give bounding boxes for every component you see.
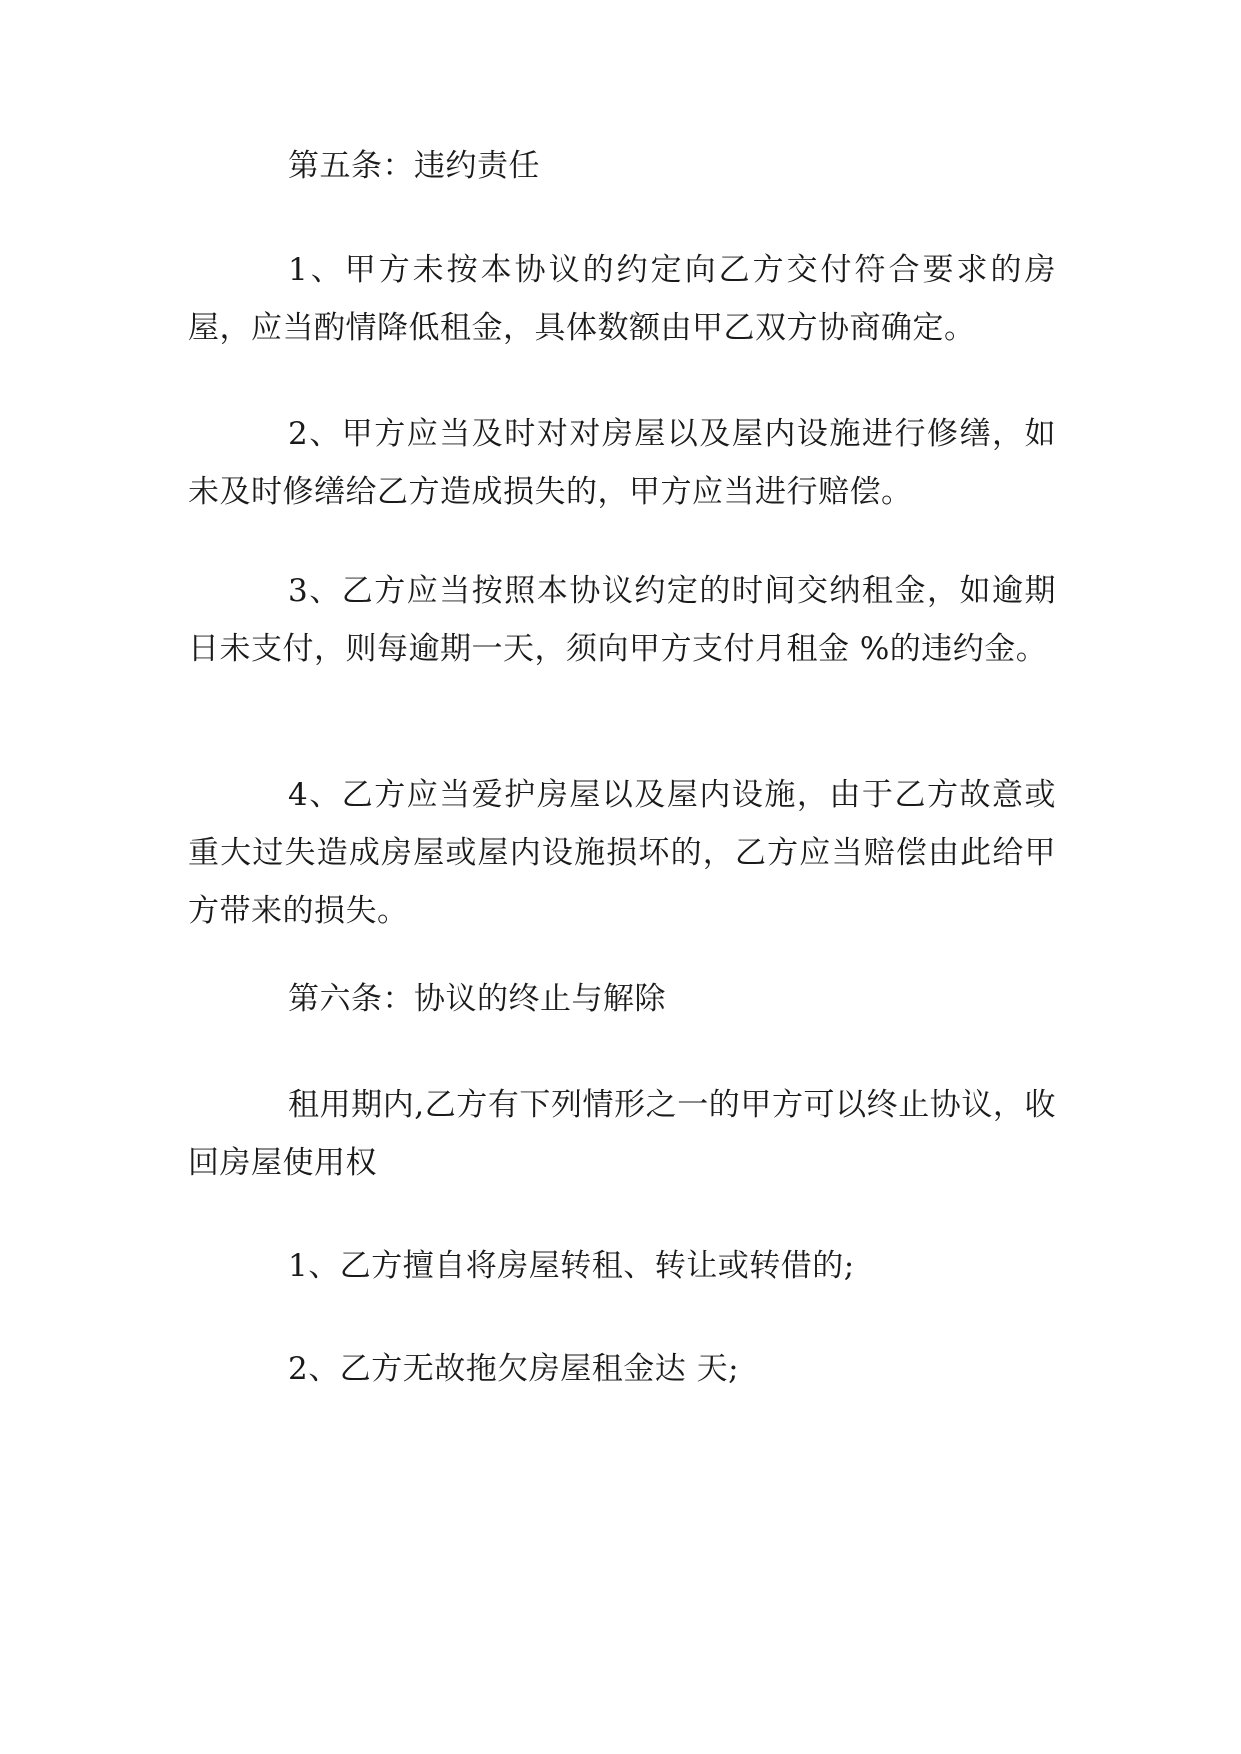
article-6-item-1: 1、乙方擅自将房屋转租、转让或转借的; [288, 1248, 855, 1284]
article-5-item-3: 3、乙方应当按照本协议约定的时间交纳租金，如逾期 日未支付，则每逾期一天，须向甲方支付月租金 %的违约金。 [188, 573, 1056, 667]
article-5-item-4: 4、乙方应当爱护房屋以及屋内设施，由于乙方故意或重大过失造成房屋或屋内设施损坏的，乙方应当赔偿由此给甲方带来的损失。 [188, 777, 1056, 929]
article-5-item-2: 2、甲方应当及时对对房屋以及屋内设施进行修缮，如未及时修缮给乙方造成损失的，甲方应当进行赔偿。 [188, 416, 1056, 510]
article-6-intro: 租用期内,乙方有下列情形之一的甲方可以终止协议，收回房屋使用权 [188, 1087, 1056, 1181]
article-6-item-2: 2、乙方无故拖欠房屋租金达 天; [288, 1351, 740, 1387]
article-5-item-1: 1、甲方未按本协议的约定向乙方交付符合要求的房屋，应当酌情降低租金，具体数额由甲乙双方协商确定。 [188, 252, 1056, 346]
article-5-title: 第五条：违约责任 [288, 148, 540, 184]
article-6-title: 第六条：协议的终止与解除 [288, 981, 666, 1017]
